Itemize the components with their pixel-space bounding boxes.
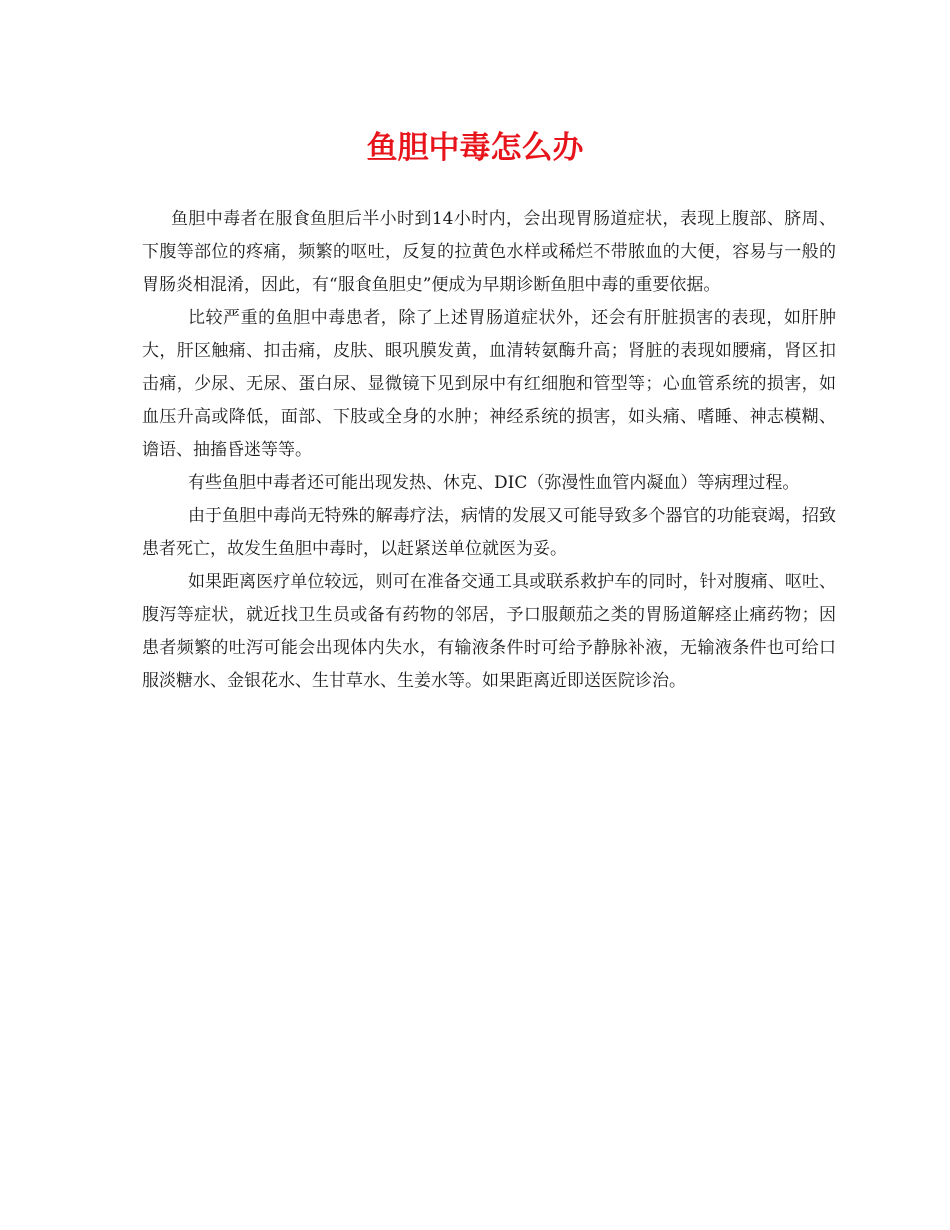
page-title: 鱼胆中毒怎么办 (366, 130, 584, 166)
paragraph-2: 比较严重的鱼胆中毒患者，除了上述胃肠道症状外，还会有肝脏损害的表现，如肝肿大，肝区触痛、扣击痛，皮肤、眼巩膜发黄，血清转氨酶升高；肾脏的表现如腰痛，肾区扣击痛，少尿、无尿、蛋白尿、显微镜下见到尿中有红细胞和管型等；心血管系统的损害，如血压升高或降低，面部、下肢或全身的水肿；神经系统的损害，如头痛、嗜睡、神志模糊、谵语、抽搐昏迷等等。 (142, 308, 836, 460)
paragraph-3: 有些鱼胆中毒者还可能出现发热、休克、DIC（弥漫性血管内凝血）等病理过程。 (188, 473, 800, 493)
paragraph-4: 由于鱼胆中毒尚无特殊的解毒疗法，病情的发展又可能导致多个器官的功能衰竭，招致患者死亡，故发生鱼胆中毒时，以赶紧送单位就医为妥。 (142, 506, 836, 559)
paragraph-5: 如果距离医疗单位较远，则可在准备交通工具或联系救护车的同时，针对腹痛、呕吐、腹泻等症状，就近找卫生员或备有药物的邻居，予口服颠茄之类的胃肠道解痉止痛药物；因患者频繁的吐泻可能会出现体内失水，有输液条件时可给予静脉补液，无输液条件也可给口服淡糖水、金银花水、生甘草水、生姜水等。如果距离近即送医院诊治。 (142, 572, 836, 691)
paragraph-1: 鱼胆中毒者在服食鱼胆后半小时到14小时内，会出现胃肠道症状，表现上腹部、脐周、下腹等部位的疼痛，频繁的呕吐，反复的拉黄色水样或稀烂不带脓血的大便，容易与一般的胃肠炎相混淆，因此，有“服食鱼胆史”便成为早期诊断鱼胆中毒的重要依据。 (142, 209, 836, 295)
document-body (142, 203, 836, 698)
